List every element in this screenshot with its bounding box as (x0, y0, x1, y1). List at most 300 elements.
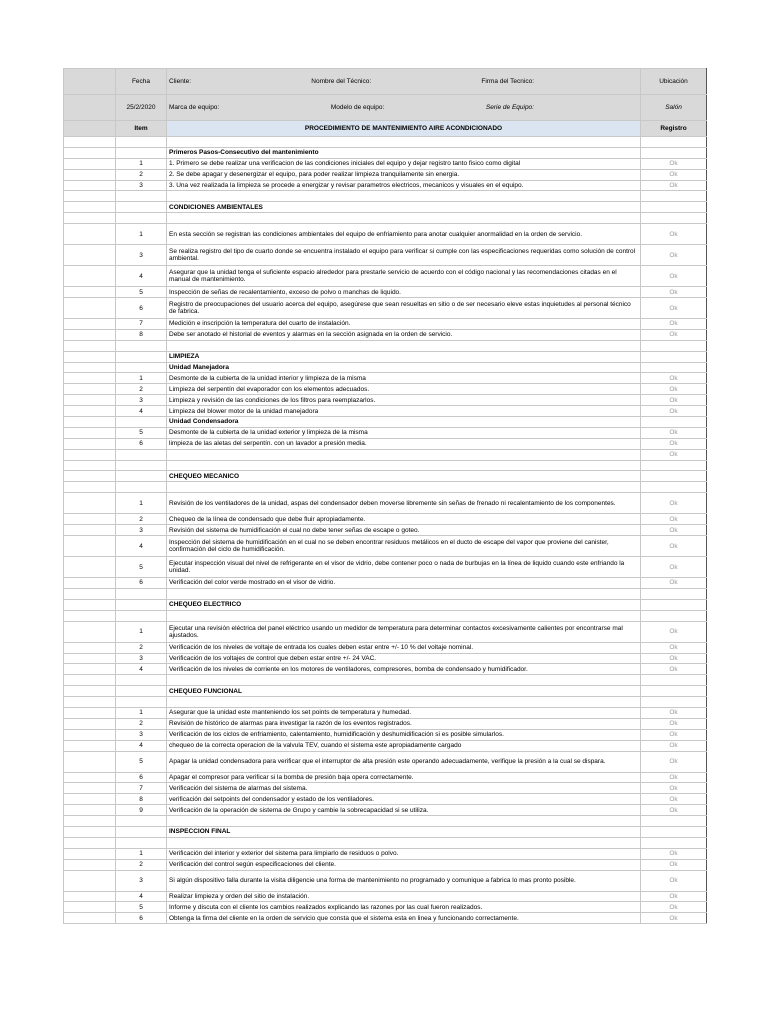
item-number: 6 (116, 578, 167, 589)
row-margin-cell (64, 191, 116, 202)
table-row (64, 621, 707, 642)
item-registro (641, 697, 707, 708)
item-registro: Ok (641, 406, 707, 417)
item-description: Informe y discuta con el cliente los cambios realizados explicando las razones por las cual fueron realizados. (167, 902, 641, 913)
table-row (64, 729, 707, 740)
item-number: 4 (116, 266, 167, 287)
fecha-label: Fecha (116, 69, 167, 95)
tecnico-label: Nombre del Técnico: (311, 78, 372, 85)
row-margin-cell (64, 384, 116, 395)
row-margin-cell (64, 514, 116, 525)
item-registro: Ok (641, 319, 707, 330)
header-row-3 (64, 121, 707, 137)
item-registro: Ok (641, 578, 707, 589)
item-registro: Ok (641, 169, 707, 180)
item-registro (641, 351, 707, 362)
item-number (116, 137, 167, 148)
table-row (64, 224, 707, 245)
row-margin-cell (64, 493, 116, 514)
table-row (64, 578, 707, 589)
section-heading-row (64, 471, 707, 482)
blank-row (64, 213, 707, 224)
item-number (116, 362, 167, 373)
item-number: 7 (116, 783, 167, 794)
item-description: Asegurar que la unidad este manteniendo los set points de temperatura y humedad. (167, 707, 641, 718)
item-registro: Ok (641, 707, 707, 718)
table-row (64, 664, 707, 675)
header-row-2 (64, 95, 707, 121)
table-row (64, 438, 707, 449)
row-margin-cell (64, 718, 116, 729)
item-description (167, 482, 641, 493)
table-row (64, 384, 707, 395)
row-margin-cell (64, 319, 116, 330)
item-registro: Ok (641, 514, 707, 525)
item-number: 8 (116, 329, 167, 340)
row-margin-cell (64, 417, 116, 428)
table-row (64, 772, 707, 783)
table-row (64, 794, 707, 805)
row-margin-cell (64, 460, 116, 471)
table-row (64, 783, 707, 794)
item-number: 5 (116, 287, 167, 298)
item-description: Si algún dispositivo falla durante la visita diligencie una forma de mantenimiento no programado y comunique a fabrica lo mas pronto posible. (167, 870, 641, 891)
item-number (116, 340, 167, 351)
item-description: Ejecutar una revisión eléctrica del panel eléctrico usando un medidor de temperatura para determinar contactos excesivamente calientes por encontrarse mal ajustados. (167, 621, 641, 642)
row-margin-cell (64, 707, 116, 718)
item-description (167, 213, 641, 224)
subsection-heading: Unidad Condensadora (167, 417, 641, 428)
table-row (64, 266, 707, 287)
item-number: 3 (116, 180, 167, 191)
item-description: Verificación del sistema de alarmas del sistema. (167, 783, 641, 794)
row-margin-cell (64, 169, 116, 180)
table-row (64, 395, 707, 406)
item-registro: Ok (641, 848, 707, 859)
row-margin-cell (64, 202, 116, 213)
blank-row (64, 837, 707, 848)
row-margin-cell (64, 158, 116, 169)
header-row-1 (64, 69, 707, 95)
item-registro: Ok (641, 740, 707, 751)
marca-label: Marca de equipo: (169, 104, 220, 111)
item-registro: Ok (641, 536, 707, 557)
item-number (116, 449, 167, 460)
blank-row (64, 816, 707, 827)
item-registro: Ok (641, 891, 707, 902)
table-row (64, 245, 707, 266)
row-margin-cell (64, 837, 116, 848)
cliente-label: Cliente: (169, 78, 192, 85)
item-number: 6 (116, 298, 167, 319)
item-number: 3 (116, 245, 167, 266)
item-description: Medición e inscripción la temperatura del cuarto de instalación. (167, 319, 641, 330)
item-registro: Ok (641, 794, 707, 805)
item-registro: Ok (641, 729, 707, 740)
item-registro: Ok (641, 287, 707, 298)
item-registro: Ok (641, 751, 707, 772)
item-registro: Ok (641, 913, 707, 924)
item-description: Verificación de los ciclos de enfriamiento, calentamiento, humidificación y deshumidificación si es posible simularlos. (167, 729, 641, 740)
table-row (64, 859, 707, 870)
blank-row (64, 697, 707, 708)
item-description: Se realiza registro del tipo de cuarto donde se encuentra instalado el equipo para verificar si cumple con las especificaciones requeridas como solución de control ambiental. (167, 245, 641, 266)
item-description: Limpieza del blower motor de la unidad manejadora (167, 406, 641, 417)
blank-row (64, 588, 707, 599)
item-registro (641, 816, 707, 827)
item-description (167, 675, 641, 686)
row-margin-cell (64, 751, 116, 772)
item-registro: Ok (641, 395, 707, 406)
item-registro: Ok (641, 783, 707, 794)
table-row (64, 740, 707, 751)
item-registro (641, 686, 707, 697)
table-row (64, 169, 707, 180)
item-registro: Ok (641, 859, 707, 870)
row-margin-cell (64, 298, 116, 319)
item-number: 1 (116, 621, 167, 642)
blank-row (64, 460, 707, 471)
item-number (116, 460, 167, 471)
table-row (64, 870, 707, 891)
row-margin-cell (64, 783, 116, 794)
row-margin-cell (64, 740, 116, 751)
item-registro (641, 471, 707, 482)
row-margin-cell (64, 180, 116, 191)
item-registro: Ok (641, 329, 707, 340)
item-description: Verificación del control según especificaciones del cliente. (167, 859, 641, 870)
table-row (64, 514, 707, 525)
item-registro: Ok (641, 245, 707, 266)
section-heading-row (64, 202, 707, 213)
item-description: Chequeo de la línea de condensado que debe fluir apropiadamente. (167, 514, 641, 525)
item-registro (641, 482, 707, 493)
item-description (167, 449, 641, 460)
item-registro: Ok (641, 266, 707, 287)
registro-label: Registro (641, 121, 707, 137)
item-registro: Ok (641, 449, 707, 460)
item-description: Verificación de los niveles de voltaje de entrada los cuales deben estar entre +/- 10 % del voltaje nominal. (167, 642, 641, 653)
row-margin-cell (64, 870, 116, 891)
item-registro: Ok (641, 373, 707, 384)
row-margin-cell (64, 848, 116, 859)
section-heading-row (64, 826, 707, 837)
item-description: Apagar la unidad condensadora para verificar que el interruptor de alta presión este operando adecuadamente, verifique la presión a la cual se dispara. (167, 751, 641, 772)
table-row (64, 653, 707, 664)
blank-row (64, 675, 707, 686)
item-description: Debe ser anotado el historial de eventos y alarmas en la sección asignada en la orden de servicio. (167, 329, 641, 340)
row-margin-cell (64, 373, 116, 384)
item-description (167, 816, 641, 827)
item-number: 5 (116, 557, 167, 578)
row-margin-cell (64, 287, 116, 298)
item-registro: Ok (641, 557, 707, 578)
item-number: 1 (116, 848, 167, 859)
maintenance-table (63, 68, 707, 924)
item-registro: Ok (641, 180, 707, 191)
section-heading: INSPECCION FINAL (167, 826, 641, 837)
item-description: Desmonte de la cubierta de la unidad exterior y limpieza de la misma (167, 427, 641, 438)
row-margin-cell (64, 664, 116, 675)
item-number (116, 417, 167, 428)
table-row (64, 805, 707, 816)
row-margin-cell (64, 859, 116, 870)
item-number: 1 (116, 707, 167, 718)
item-number: 6 (116, 913, 167, 924)
item-registro (641, 202, 707, 213)
item-description: Asegurar que la unidad tenga el suficiente espacio alrededor para prestarle servicio de acuerdo con el código nacional y las recomendaciones citadas en el manual de mantenimiento. (167, 266, 641, 287)
row-margin-cell (64, 578, 116, 589)
table-row (64, 287, 707, 298)
item-registro: Ok (641, 298, 707, 319)
row-margin-cell (64, 471, 116, 482)
table-row (64, 373, 707, 384)
row-margin-cell (64, 406, 116, 417)
table-row (64, 449, 707, 460)
item-description: Verificación del interior y exterior del sistema para limpiarlo de residuos o polvo. (167, 848, 641, 859)
table-row (64, 751, 707, 772)
item-number: 3 (116, 525, 167, 536)
row-margin-cell (64, 729, 116, 740)
item-number: 4 (116, 664, 167, 675)
row-margin-cell (64, 449, 116, 460)
row-margin-cell (64, 395, 116, 406)
item-number (116, 202, 167, 213)
row-margin-cell (64, 340, 116, 351)
row-margin-cell (64, 121, 116, 137)
row-margin-cell (64, 213, 116, 224)
item-registro: Ok (641, 653, 707, 664)
item-registro (641, 460, 707, 471)
item-number (116, 686, 167, 697)
item-number (116, 610, 167, 621)
item-description: Ejecutar inspección visual del nivel de refrigerante en el visor de vidrio, debe contener poco o nada de burbujas en la línea de liquido cuando este enfriando la unidad. (167, 557, 641, 578)
item-number: 3 (116, 653, 167, 664)
serie-label: Serie de Equipo: (485, 104, 534, 111)
blank-row (64, 137, 707, 148)
item-registro: Ok (641, 664, 707, 675)
row-margin-cell (64, 816, 116, 827)
item-number: 9 (116, 805, 167, 816)
item-description: Inspección de señas de recalentamiento, exceso de polvo o manchas de liquido. (167, 287, 641, 298)
item-registro (641, 588, 707, 599)
ubicacion-value: Salón (641, 95, 707, 121)
item-number (116, 675, 167, 686)
table-row (64, 329, 707, 340)
row-margin-cell (64, 805, 116, 816)
row-margin-cell (64, 137, 116, 148)
item-number: 1 (116, 224, 167, 245)
table-row (64, 848, 707, 859)
row-margin-cell (64, 599, 116, 610)
item-label: Item (116, 121, 167, 137)
item-number: 5 (116, 902, 167, 913)
table-row (64, 707, 707, 718)
modelo-label: Modelo de equipo: (330, 104, 385, 111)
table-row (64, 180, 707, 191)
item-number: 2 (116, 859, 167, 870)
blank-row (64, 191, 707, 202)
item-description: Realizar limpieza y orden del sitio de instalación. (167, 891, 641, 902)
section-heading-row (64, 686, 707, 697)
item-number: 3 (116, 729, 167, 740)
item-description (167, 697, 641, 708)
item-registro: Ok (641, 158, 707, 169)
item-number (116, 471, 167, 482)
item-number: 1 (116, 158, 167, 169)
row-margin-cell (64, 95, 116, 121)
table-row (64, 902, 707, 913)
item-number (116, 826, 167, 837)
section-heading: LIMPIEZA (167, 351, 641, 362)
item-description (167, 460, 641, 471)
item-registro (641, 362, 707, 373)
item-description: Verificación de los niveles de corriente en los motores de ventiladores, compresores, bomba de condensado y humidificador. (167, 664, 641, 675)
item-number: 1 (116, 493, 167, 514)
row-margin-cell (64, 675, 116, 686)
item-description (167, 340, 641, 351)
item-description: 3. Una vez realizada la limpieza se procede a energizar y revisar parametros electricos, mecanicos y visuales en el equipo. (167, 180, 641, 191)
item-registro (641, 137, 707, 148)
item-registro (641, 837, 707, 848)
item-number: 4 (116, 740, 167, 751)
item-description: Registro de preocupaciones del usuario acerca del equipo, asegúrese que sean resueltas en sitio o de ser necesario eleve estas inquietudes al personal técnico de fabrica. (167, 298, 641, 319)
item-number: 5 (116, 427, 167, 438)
section-heading: CONDICIONES AMBIENTALES (167, 202, 641, 213)
item-registro: Ok (641, 224, 707, 245)
row-margin-cell (64, 438, 116, 449)
item-number: 2 (116, 169, 167, 180)
item-number (116, 599, 167, 610)
section-heading: CHEQUEO MECANICO (167, 471, 641, 482)
table-row (64, 427, 707, 438)
row-margin-cell (64, 525, 116, 536)
item-registro: Ok (641, 902, 707, 913)
row-margin-cell (64, 826, 116, 837)
row-margin-cell (64, 224, 116, 245)
item-description (167, 588, 641, 599)
subsection-heading-row (64, 417, 707, 428)
subsection-heading: Primeros Pasos-Consecutivo del mantenimiento (167, 147, 641, 158)
item-registro (641, 675, 707, 686)
item-number: 8 (116, 794, 167, 805)
procedure-title: PROCEDIMIENTO DE MANTENIMIENTO AIRE ACONDICIONADO (167, 121, 641, 137)
item-number: 7 (116, 319, 167, 330)
row-margin-cell (64, 69, 116, 95)
item-description: verificación del setpoints del condensador y estado de los ventiladores. (167, 794, 641, 805)
item-description: Revisión del sistema de humidificación el cual no debe tener señas de escape o goteo. (167, 525, 641, 536)
item-registro (641, 340, 707, 351)
subsection-heading: Unidad Manejadora (167, 362, 641, 373)
item-registro: Ok (641, 384, 707, 395)
fecha-value: 25/2/2020 (116, 95, 167, 121)
item-number (116, 482, 167, 493)
item-number: 2 (116, 384, 167, 395)
item-description (167, 610, 641, 621)
item-registro: Ok (641, 870, 707, 891)
table-row (64, 642, 707, 653)
firma-label: Firma del Tecnico: (481, 78, 534, 85)
table-row (64, 493, 707, 514)
table-row (64, 525, 707, 536)
section-heading-row (64, 351, 707, 362)
row-margin-cell (64, 266, 116, 287)
ubicacion-label: Ubicación (641, 69, 707, 95)
blank-row (64, 482, 707, 493)
header-fields-2 (167, 95, 641, 121)
row-margin-cell (64, 588, 116, 599)
row-margin-cell (64, 329, 116, 340)
item-number (116, 588, 167, 599)
item-number (116, 697, 167, 708)
row-margin-cell (64, 697, 116, 708)
item-description (167, 137, 641, 148)
item-description: Revisión de histórico de alarmas para investigar la razón de los eventos registrados. (167, 718, 641, 729)
item-registro (641, 147, 707, 158)
blank-row (64, 340, 707, 351)
item-description: Revisión de los ventiladores de la unidad, aspas del condensador deben moverse libremente sin señas de frenado ni recalentamiento de los componentes. (167, 493, 641, 514)
row-margin-cell (64, 642, 116, 653)
item-description: Desmonte de la cubierta de la unidad interior y limpieza de la misma (167, 373, 641, 384)
item-registro: Ok (641, 805, 707, 816)
item-description (167, 191, 641, 202)
item-number: 4 (116, 536, 167, 557)
item-number: 1 (116, 373, 167, 384)
table-row (64, 319, 707, 330)
blank-row (64, 610, 707, 621)
item-number: 4 (116, 891, 167, 902)
row-margin-cell (64, 245, 116, 266)
row-margin-cell (64, 891, 116, 902)
subsection-heading-row (64, 147, 707, 158)
item-description: Verificación de la operación de sistema de Grupo y cambie la sobrecapacidad si se utiliza. (167, 805, 641, 816)
item-number (116, 191, 167, 202)
row-margin-cell (64, 621, 116, 642)
item-description: Limpieza y revisión de las condiciones de los filtros para reemplazarlos. (167, 395, 641, 406)
item-description: En esta sección se registran las condiciones ambientales del equipo de enfriamiento para anotar cualquier anormalidad en la orden de servicio. (167, 224, 641, 245)
row-margin-cell (64, 772, 116, 783)
item-number: 2 (116, 718, 167, 729)
section-heading: CHEQUEO FUNCIONAL (167, 686, 641, 697)
item-registro (641, 599, 707, 610)
item-number: 6 (116, 438, 167, 449)
item-description: Inspección del sistema de humidificación en el cual no se deben encontrar residuos metálicos en el ducto de escape del vapor que proviene del canister, confirmación del ciclo de humidificación. (167, 536, 641, 557)
table-row (64, 913, 707, 924)
item-registro (641, 826, 707, 837)
item-description: Verificación de los voltajes de control que deben estar entre +/- 24 VAC. (167, 653, 641, 664)
subsection-heading-row (64, 362, 707, 373)
item-registro: Ok (641, 427, 707, 438)
table-row (64, 158, 707, 169)
row-margin-cell (64, 913, 116, 924)
item-registro: Ok (641, 438, 707, 449)
table-row (64, 536, 707, 557)
item-number: 2 (116, 514, 167, 525)
item-description: 1. Primero se debe realizar una verificacion de las condiciones iniciales del equipo y dejar registro tanto fisico como digital (167, 158, 641, 169)
item-description: chequeo de la correcta operacion de la valvula TEV, cuando el sistema este apropiadamente cargado (167, 740, 641, 751)
row-margin-cell (64, 902, 116, 913)
section-heading: CHEQUEO ELECTRICO (167, 599, 641, 610)
row-margin-cell (64, 686, 116, 697)
table-row (64, 718, 707, 729)
row-margin-cell (64, 557, 116, 578)
item-description: 2. Se debe apagar y desenergizar el equipo, para poder realizar limpieza tranquilamente sin energia. (167, 169, 641, 180)
item-registro: Ok (641, 642, 707, 653)
item-registro (641, 191, 707, 202)
item-number (116, 351, 167, 362)
item-registro: Ok (641, 493, 707, 514)
item-registro: Ok (641, 718, 707, 729)
